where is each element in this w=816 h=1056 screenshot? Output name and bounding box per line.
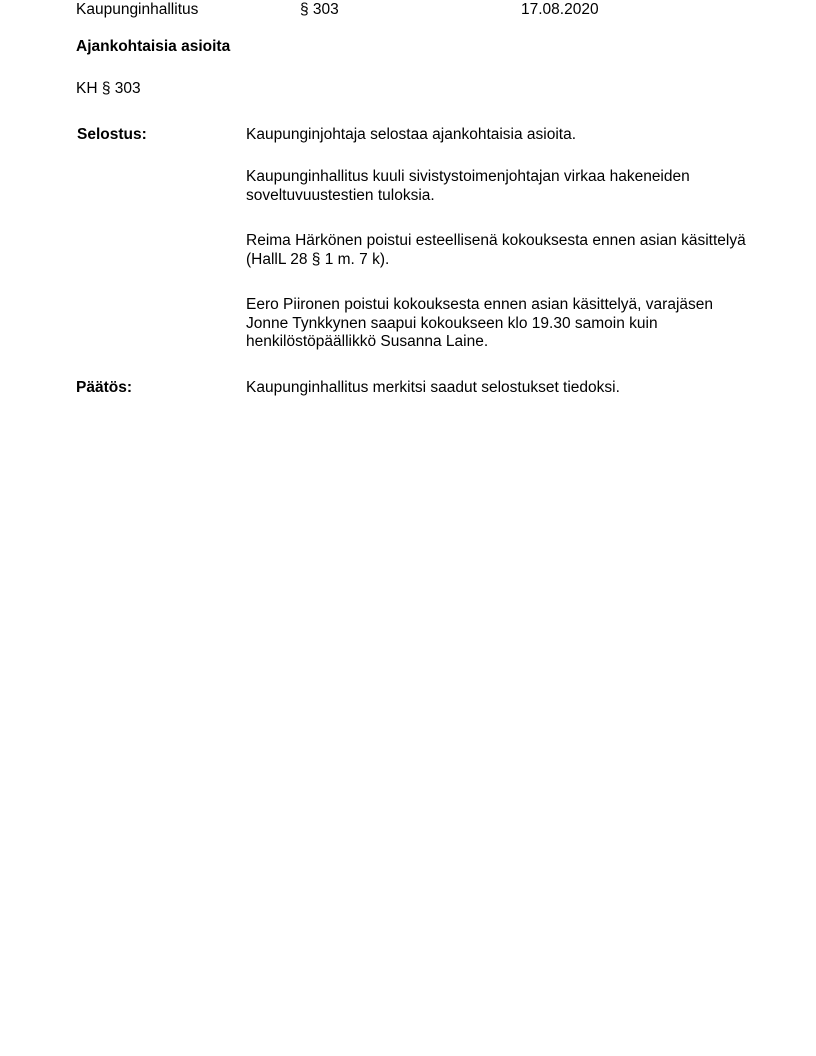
- header-section-number: § 303: [300, 1, 339, 18]
- decision-text: Kaupunginhallitus merkitsi saadut selostukset tiedoksi.: [246, 379, 620, 396]
- reference-number: KH § 303: [76, 80, 141, 97]
- decision-label: Päätös:: [76, 379, 132, 396]
- document-title: Ajankohtaisia asioita: [76, 38, 231, 55]
- document-header: [0, 0, 816, 22]
- header-date: 17.08.2020: [521, 1, 599, 18]
- explanation-paragraph-2: Kaupunginhallitus kuuli sivistystoimenjohtajan virkaa hakeneiden soveltuvuustestien tuloksia.: [246, 168, 690, 204]
- explanation-paragraph-4: Eero Piironen poistui kokouksesta ennen asian käsittelyä, varajäsen Jonne Tynkkynen saapui kokoukseen klo 19.30 samoin kuin henkilöstöpäällikkö Susanna Laine.: [246, 296, 713, 350]
- explanation-paragraph-3: Reima Härkönen poistui esteellisenä kokouksesta ennen asian käsittelyä (HallL 28 § 1 m. 7 k).: [246, 232, 746, 268]
- explanation-paragraph-1: Kaupunginjohtaja selostaa ajankohtaisia asioita.: [246, 126, 577, 143]
- explanation-label: Selostus:: [77, 126, 147, 143]
- header-body-name: Kaupunginhallitus: [76, 1, 199, 18]
